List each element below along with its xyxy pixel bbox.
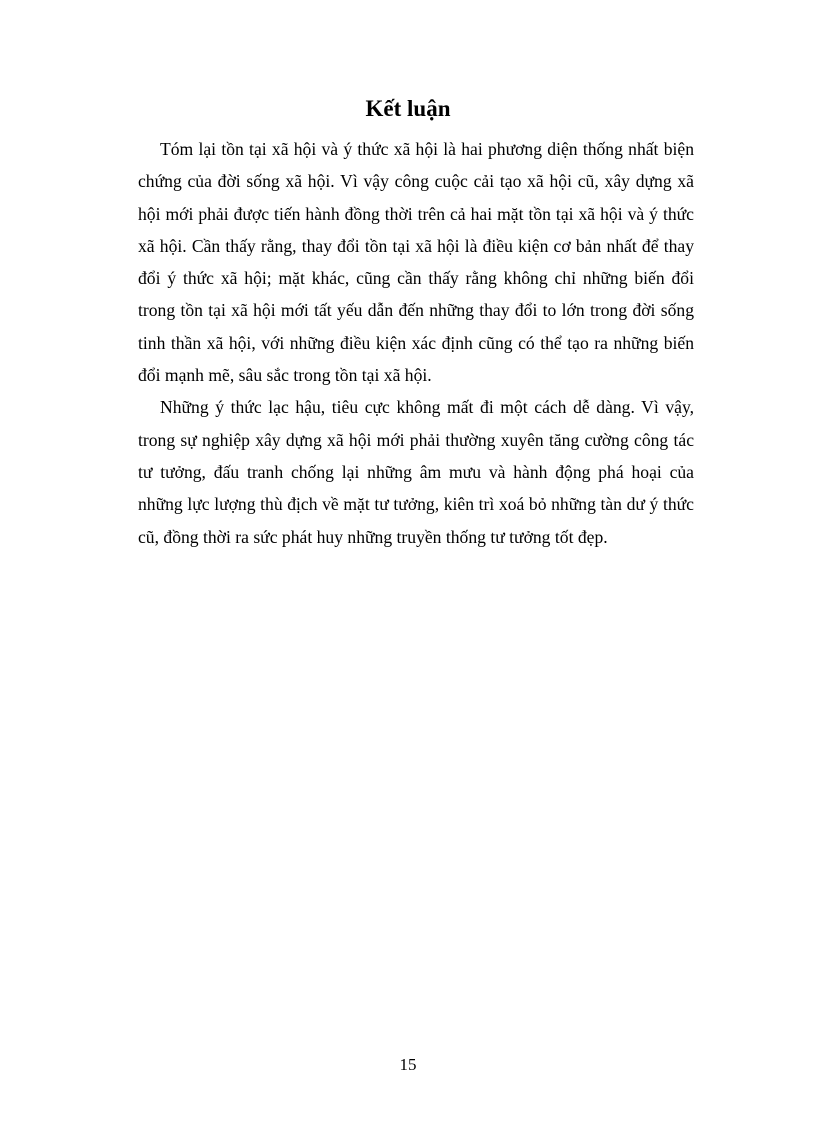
paragraph-2: Những ý thức lạc hậu, tiêu cực không mất đi một cách dễ dàng. Vì vậy, trong sự nghiệp xây dựng xã hội mới phải thường xuyên tăng cường công tác tư tưởng, đấu tranh chống lại những âm mưu và hành động phá hoại của những lực lượng thù địch về mặt tư tưởng, kiên trì xoá bỏ những tàn dư ý thức cũ, đồng thời ra sức phát huy những truyền thống tư tưởng tốt đẹp. <box>138 397 694 547</box>
page-number: 15 <box>399 1055 417 1074</box>
paragraph-1: Tóm lại tồn tại xã hội và ý thức xã hội là hai phương diện thống nhất biện chứng của đời sống xã hội. Vì vậy công cuộc cải tạo xã hội cũ, xây dựng xã hội mới phải được tiến hành đồng thời trên cả hai mặt tồn tại xã hội và ý thức xã hội. Cần thấy rằng, thay đổi tồn tại xã hội là điều kiện cơ bản nhất để thay đổi ý thức xã hội; mặt khác, cũng cần thấy rằng không chỉ những biến đổi trong tồn tại xã hội mới tất yếu dẫn đến những thay đổi to lớn trong đời sống tinh thần xã hội, với những điều kiện xác định cũng có thể tạo ra những biến đổi mạnh mẽ, sâu sắc trong tồn tại xã hội. <box>138 139 694 386</box>
body-text <box>138 133 694 553</box>
page-title: Kết luận <box>365 96 451 121</box>
